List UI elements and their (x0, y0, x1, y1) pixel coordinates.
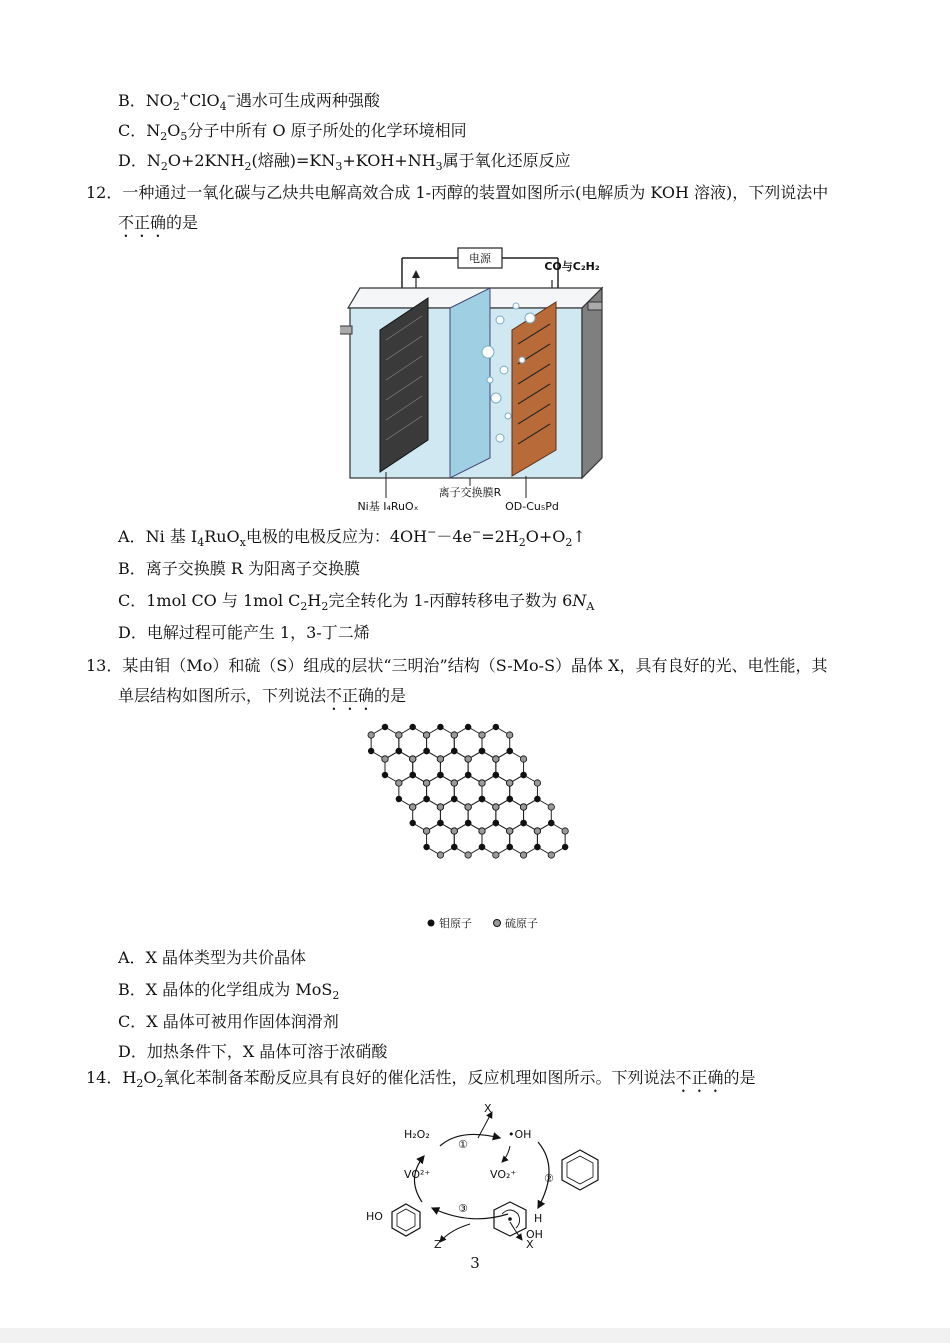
hex-cell (468, 799, 496, 831)
s-atom (410, 756, 416, 762)
bottom-bar (0, 1328, 950, 1343)
oh-label: OH (526, 1228, 543, 1241)
s-atom (479, 828, 485, 834)
power-label: 电源 (469, 252, 491, 265)
reaction-mechanism-figure (360, 1098, 620, 1253)
s-atom (451, 828, 457, 834)
vo2-label: VO²⁺ (404, 1168, 431, 1181)
mo-atom (507, 796, 513, 802)
s-atom (479, 780, 485, 786)
mo-atom (451, 844, 457, 850)
hex-cell (454, 775, 482, 807)
s-atom (548, 852, 554, 858)
right-electrode (512, 302, 556, 476)
tank-side (582, 288, 602, 478)
s-atom (507, 780, 513, 786)
hex-cell (482, 775, 510, 807)
s-atom (520, 804, 526, 810)
q12-option-b: B．离子交换膜 R 为阳离子交换膜 (118, 559, 360, 578)
mo-atom (437, 772, 443, 778)
h2o2-label: H₂O₂ (404, 1128, 430, 1141)
step1-arc (440, 1134, 500, 1146)
s-atom (396, 732, 402, 738)
s-atom (451, 780, 457, 786)
mo-atom (548, 820, 554, 826)
mo-atom (423, 796, 429, 802)
mo-legend-dot (428, 920, 435, 927)
hex-cell (385, 751, 413, 783)
oh-radical-label: •OH (508, 1128, 532, 1141)
step2-label: ② (544, 1172, 554, 1185)
mo-atom (520, 772, 526, 778)
q13-option-b: B．X 晶体的化学组成为 MoS$_2$ (118, 980, 340, 1003)
feed-label: CO与C₂H₂ (544, 260, 600, 273)
mo-atom (562, 844, 568, 850)
s-atom (423, 780, 429, 786)
hex-cell (413, 751, 441, 783)
hex-cell (399, 775, 427, 807)
mo-atom (396, 748, 402, 754)
s-legend-label: 硫原子 (505, 917, 538, 930)
s-atom (562, 828, 568, 834)
membrane-label: 离子交换膜R (438, 486, 502, 499)
hex-cell (427, 775, 455, 807)
s-atom (437, 852, 443, 858)
hex-cell (413, 799, 441, 831)
mo-legend-label: 钼原子 (439, 917, 472, 930)
mo-atom (493, 820, 499, 826)
mo-atom (410, 772, 416, 778)
q13-option-a: A．X 晶体类型为共价晶体 (118, 948, 307, 967)
hex-cell (510, 775, 538, 807)
s-atom (423, 828, 429, 834)
s-atom (423, 732, 429, 738)
q12-stem-line1: 12．一种通过一氧化碳与乙炔共电解高效合成 1-丙醇的装置如图所示(电解质为 KOH 溶液)，下列说法中 (86, 183, 829, 202)
vo2plus-label: VO₂⁺ (490, 1168, 517, 1181)
mo-atom (451, 796, 457, 802)
x-top-label: X (484, 1102, 492, 1115)
step3-arc (432, 1208, 508, 1219)
s-atom (507, 828, 513, 834)
q13-option-d: D．加热条件下，X 晶体可溶于浓硝酸 (118, 1042, 388, 1061)
hex-cell (482, 727, 510, 759)
s-atom (520, 852, 526, 858)
q12-option-a: A．Ni 基 $I_4RuO_x$电极的电极反应为：$4OH^--4e^-=2H_2O+O_2↑$ (118, 525, 586, 550)
hex-cell (496, 751, 524, 783)
s-atom (437, 756, 443, 762)
hex-cell (468, 751, 496, 783)
mo-atom (396, 796, 402, 802)
mo-atom (437, 820, 443, 826)
q12-stem-line2: 不正确的是 (118, 213, 199, 232)
hex-cell (482, 823, 510, 855)
s-atom (410, 804, 416, 810)
mo-atom (368, 748, 374, 754)
s-atom (548, 804, 554, 810)
mo-atom (465, 724, 471, 730)
hex-cell (537, 823, 565, 855)
mo-atom (465, 820, 471, 826)
x-bottom-label: X (526, 1238, 534, 1251)
mo-atom (534, 796, 540, 802)
s-atom (382, 756, 388, 762)
q11-option-c: C．$N_2O_5$分子中所有 O 原子所处的化学环境相同 (118, 121, 467, 144)
z-label: Z (434, 1238, 442, 1251)
electrolysis-cell-figure (340, 240, 610, 515)
hex-cell (371, 727, 399, 759)
hex-cell (496, 799, 524, 831)
s-atom (493, 804, 499, 810)
s-atom (479, 732, 485, 738)
mo-atom (410, 820, 416, 826)
s-atom (368, 732, 374, 738)
hex-cell (399, 727, 427, 759)
hex-cell (427, 727, 455, 759)
left-electrode-label: Ni基 I₄RuOₓ (357, 500, 419, 513)
hex-cell (524, 799, 552, 831)
mo-atom (493, 724, 499, 730)
hex-cell (440, 751, 468, 783)
s-atom (465, 804, 471, 810)
mo-atom (423, 748, 429, 754)
step3-label: ③ (458, 1202, 468, 1215)
q13-option-c: C．X 晶体可被用作固体润滑剂 (118, 1012, 339, 1031)
q11-option-b: B．$NO_2^+ClO_4^-$遇水可生成两种强酸 (118, 89, 380, 114)
mo-atom (479, 748, 485, 754)
page-number: 3 (470, 1254, 480, 1272)
mo-atom (507, 844, 513, 850)
s-atom (493, 852, 499, 858)
q14-stem: 14．$H_2O_2$氧化苯制备苯酚反应具有良好的催化活性，反应机理如图所示。下列说法不正确的是 (86, 1068, 756, 1091)
s-atom (451, 732, 457, 738)
hex-cell (510, 823, 538, 855)
mos2-lattice-figure (345, 715, 615, 935)
s-atom (534, 780, 540, 786)
step1-label: ① (458, 1138, 468, 1151)
mo-atom (382, 772, 388, 778)
mo-atom (410, 724, 416, 730)
s-atom (534, 828, 540, 834)
s-atom (465, 756, 471, 762)
s-legend-dot (494, 920, 501, 927)
q11-option-d: D．$N_2O+2KNH_2$(熔融)$=KN_3+KOH+NH_3$属于氧化还原反应 (118, 151, 571, 174)
hex-cell (440, 799, 468, 831)
s-atom (396, 780, 402, 786)
mo-atom (479, 844, 485, 850)
mo-atom (465, 772, 471, 778)
phenol-oh-label: HO (366, 1210, 383, 1223)
s-atom (437, 804, 443, 810)
q12-option-c: C．1mol CO 与 1mol $C_2H_2$完全转化为 1-丙醇转移电子数为 $6N_A$ (118, 591, 595, 614)
hex-cell (454, 727, 482, 759)
s-atom (493, 756, 499, 762)
mo-atom (534, 844, 540, 850)
lattice (368, 724, 568, 858)
mo-atom (493, 772, 499, 778)
membrane (450, 288, 490, 478)
mo-atom (423, 844, 429, 850)
mo-atom (479, 796, 485, 802)
mo-atom (451, 748, 457, 754)
q13-stem-line1: 13．某由钼（Mo）和硫（S）组成的层状“三明治”结构（S-Mo-S）晶体 X，具有良好的光、电性能，其 (86, 656, 828, 675)
mo-atom (382, 724, 388, 730)
s-atom (507, 732, 513, 738)
s-atom (465, 852, 471, 858)
mo-atom (437, 724, 443, 730)
hex-cell (427, 823, 455, 855)
mo-atom (520, 820, 526, 826)
q13-stem-line2: 单层结构如图所示，下列说法不正确的是 (118, 686, 407, 705)
hex-cell (454, 823, 482, 855)
s-atom (520, 756, 526, 762)
right-electrode-label: OD-Cu₅Pd (505, 500, 559, 513)
h-label: H (534, 1212, 543, 1225)
q12-option-d: D．电解过程可能产生 1，3-丁二烯 (118, 623, 370, 642)
mo-atom (507, 748, 513, 754)
